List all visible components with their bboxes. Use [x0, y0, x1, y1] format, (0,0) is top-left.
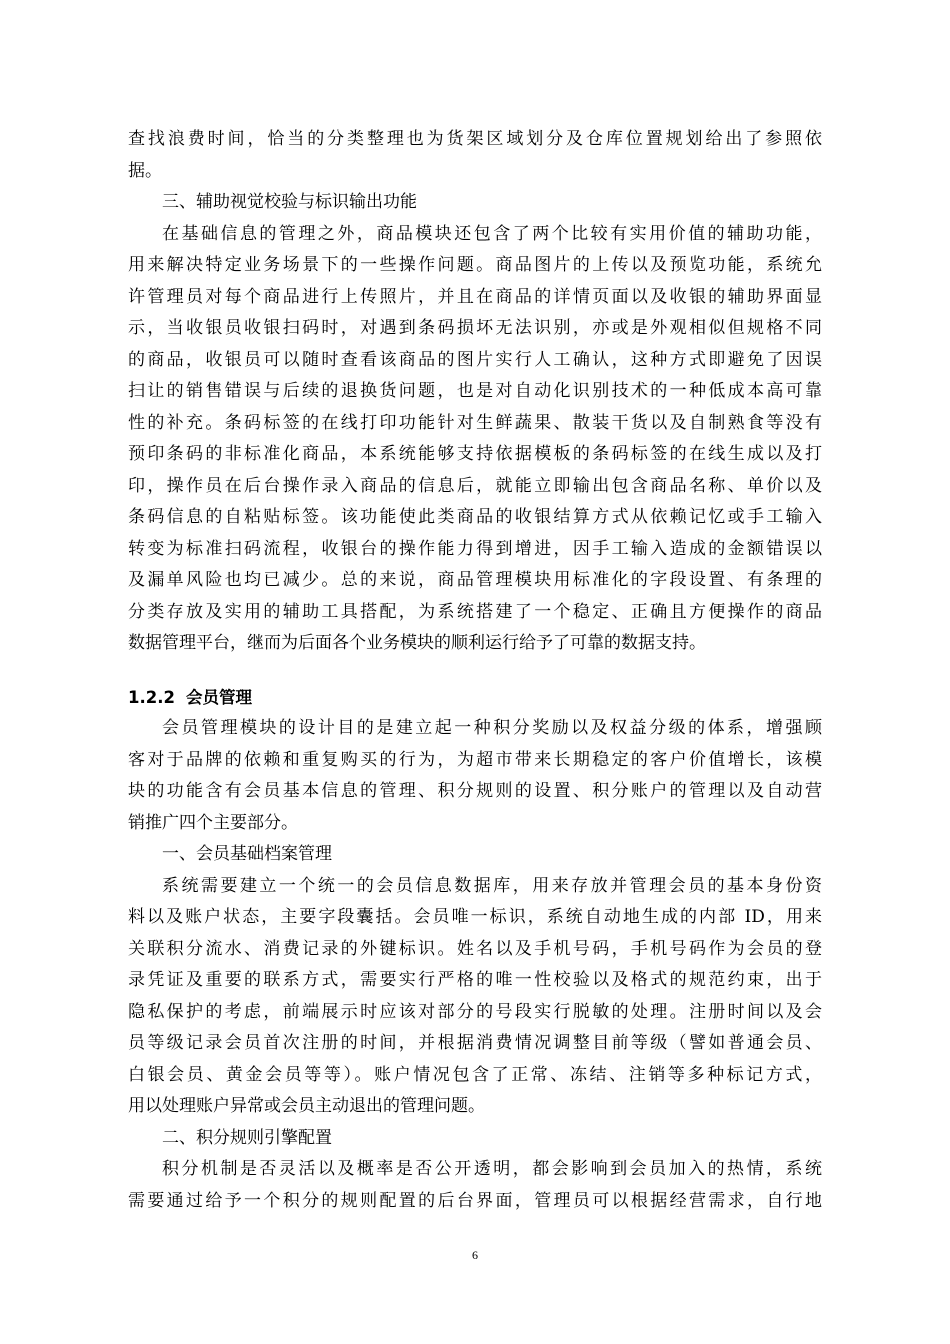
paragraph-line: 在基础信息的管理之外，商品模块还包含了两个比较有实用价值的辅助功能， — [162, 223, 822, 244]
paragraph-line: 数据管理平台，继而为后面各个业务模块的顺利运行给予了可靠的数据支持。 — [128, 633, 706, 653]
paragraph-line: 许管理员对每个商品进行上传照片，并且在商品的详情页面以及收银的辅助界面显 — [128, 286, 822, 307]
paragraph-line: 预印条码的非标准化商品，本系统能够支持依据模板的条码标签的在线生成以及打 — [128, 444, 822, 464]
paragraph-line: 条码信息的自粘贴标签。该功能使此类商品的收银结算方式从依赖记忆或手工输入 — [128, 507, 822, 527]
paragraph-line: 客对于品牌的依赖和重复购买的行为，为超市带来长期稳定的客户价值增长，该模 — [128, 749, 822, 770]
paragraph-line: 印，操作员在后台操作录入商品的信息后，就能立即输出包含商品名称、单价以及 — [128, 475, 822, 496]
document-page — [128, 124, 822, 1217]
paragraph-line: 系统需要建立一个统一的会员信息数据库，用来存放并管理会员的基本身份资 — [162, 875, 822, 896]
subsection-title: 三、辅助视觉校验与标识输出功能 — [162, 192, 417, 212]
paragraph-line: 销推广四个主要部分。 — [128, 812, 298, 833]
paragraph-line: 用以处理账户异常或会员主动退出的管理问题。 — [128, 1096, 485, 1116]
paragraph-line: 会员管理模块的设计目的是建立起一种积分奖励以及权益分级的体系，增强顾 — [162, 718, 822, 738]
paragraph-line: 及漏单风险也均已减少。总的来说，商品管理模块用标准化的字段设置、有条理的 — [128, 570, 822, 590]
paragraph-line: 示，当收银员收银扫码时，对遇到条码损坏无法识别，亦或是外观相似但规格不同 — [128, 318, 822, 338]
paragraph-line: 积分机制是否灵活以及概率是否公开透明，都会影响到会员加入的热情，系统 — [162, 1159, 822, 1179]
paragraph-line: 员等级记录会员首次注册的时间，并根据消费情况调整目前等级（譬如普通会员、 — [128, 1033, 822, 1053]
section-heading — [128, 682, 822, 714]
paragraph-line: 关联积分流水、消费记录的外键标识。姓名以及手机号码，手机号码作为会员的登 — [128, 938, 822, 959]
subsection-title: 一、会员基础档案管理 — [162, 844, 332, 864]
subsection-title: 二、积分规则引擎配置 — [162, 1127, 332, 1148]
section-number: 1.2.2 — [128, 687, 175, 707]
paragraph-line: 查找浪费时间，恰当的分类整理也为货架区域划分及仓库位置规划给出了参照依 — [128, 129, 822, 149]
paragraph-line: 料以及账户状态，主要字段囊括。会员唯一标识，系统自动地生成的内部 ID，用来 — [128, 907, 822, 927]
paragraph-line: 据。 — [128, 160, 162, 181]
paragraph-line: 用来解决特定业务场景下的一些操作问题。商品图片的上传以及预览功能，系统允 — [128, 255, 822, 275]
paragraph-line: 隐私保护的考虑，前端展示时应该对部分的号段实行脱敏的处理。注册时间以及会 — [128, 1001, 822, 1022]
paragraph-line: 录凭证及重要的联系方式，需要实行严格的唯一性校验以及格式的规范约束，出于 — [128, 970, 822, 990]
section-spacer — [128, 660, 822, 682]
section-title: 会员管理 — [186, 687, 252, 707]
paragraph-line: 需要通过给予一个积分的规则配置的后台界面，管理员可以根据经营需求，自行地 — [128, 1190, 822, 1211]
paragraph-line: 白银会员、黄金会员等等）。账户情况包含了正常、冻结、注销等多种标记方式， — [128, 1064, 822, 1085]
paragraph-line: 转变为标准扫码流程，收银台的操作能力得到增进，因手工输入造成的金额错误以 — [128, 538, 822, 559]
paragraph-line: 块的功能含有会员基本信息的管理、积分规则的设置、积分账户的管理以及自动营 — [128, 781, 822, 801]
paragraph-line: 扫让的销售错误与后续的退换货问题，也是对自动化识别技术的一种低成本高可靠 — [128, 381, 822, 401]
page-number: 6 — [472, 1248, 478, 1262]
paragraph-line: 的商品，收银员可以随时查看该商品的图片实行人工确认，这种方式即避免了因误 — [128, 349, 822, 370]
paragraph-line: 分类存放及实用的辅助工具搭配，为系统搭建了一个稳定、正确且方便操作的商品 — [128, 601, 822, 622]
paragraph-line: 性的补充。条码标签的在线打印功能针对生鲜蔬果、散装干货以及自制熟食等没有 — [128, 412, 822, 433]
